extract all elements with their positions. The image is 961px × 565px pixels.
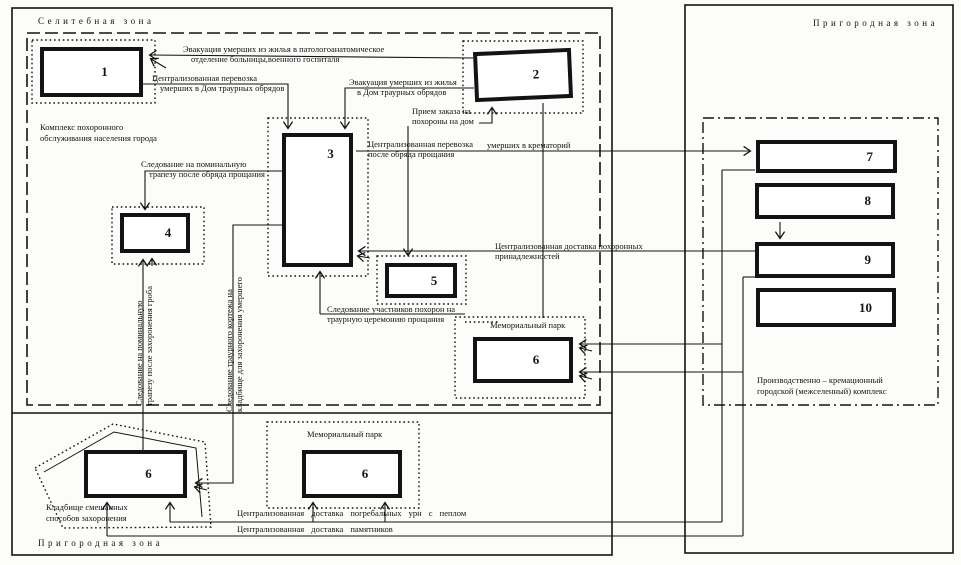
memorial-park-city-label: Мемориальный парк bbox=[490, 320, 566, 330]
box-3-house-of-rites bbox=[282, 133, 353, 267]
flow-evacuation-hospital: Эвакуация умерших из жилья в патологоанатомическое отделение больницы,военного госпиталя bbox=[183, 44, 385, 64]
flow-funeral-supplies: Централизованная доставка похоронных принадлежностей bbox=[495, 241, 643, 261]
box-6-memorial-park-suburban bbox=[302, 450, 402, 498]
flow-central-transport-house-of-rites: Централизованная перевозка умерших в Дом траурных обрядов bbox=[152, 73, 285, 93]
box-8-number: 8 bbox=[864, 193, 871, 208]
box-7-facility bbox=[756, 140, 897, 173]
zone-label-suburban-right: Пригородная зона bbox=[813, 18, 939, 28]
box-6-city-number: 6 bbox=[532, 352, 540, 367]
box-2-number: 2 bbox=[532, 66, 540, 82]
box-4-number: 4 bbox=[164, 225, 172, 240]
box-6-memorial-park-city bbox=[473, 337, 573, 383]
flow-order-at-home: Прием заказа на похороны на дом bbox=[412, 106, 474, 126]
box-10-number: 10 bbox=[859, 299, 872, 315]
flow-transport-crematorium: Централизованная перевозка после обряда прощания bbox=[368, 139, 473, 159]
memorial-park-suburban-label: Мемориальный парк bbox=[307, 429, 383, 439]
flow-procession-to-farewell: Следование участников похорон на траурную церемонию прощания bbox=[327, 304, 456, 324]
flow-transport-crematorium-right: умерших в крематорий bbox=[487, 140, 571, 150]
flow-monuments-delivery: Централизованная доставка памятников bbox=[237, 524, 393, 534]
box-5-number: 5 bbox=[430, 272, 438, 288]
box-5-facility bbox=[385, 263, 457, 298]
cemetery-label: Кладбище смешанных способов захоронения bbox=[46, 502, 128, 523]
box-1-number: 1 bbox=[101, 64, 108, 79]
zone-label-suburban-bottom: Пригородная зона bbox=[38, 538, 164, 548]
flow-cortege-to-cemetery: Следование траурного кортежа на кладбище для захоронения умершего bbox=[224, 276, 244, 412]
zone-label-residential: Селитебная зона bbox=[38, 16, 155, 26]
box-3-number: 3 bbox=[327, 146, 334, 161]
crematorium-complex-label: Производственно – кремационный городской (межселенный) комплекс bbox=[757, 375, 887, 396]
box-7-number: 7 bbox=[866, 148, 873, 164]
box-10-facility bbox=[756, 288, 896, 327]
box-9-number: 9 bbox=[864, 252, 871, 267]
box-4-facility bbox=[120, 213, 190, 253]
flow-urns-delivery: Централизованная доставка погребальных урн с пеплом bbox=[237, 508, 467, 518]
flow-memorial-meal-after-burial: Следование на поминальную трапезу после захоронения гроба bbox=[134, 286, 154, 406]
box-6-cemetery bbox=[84, 450, 187, 498]
box-8-facility bbox=[755, 183, 895, 219]
box-1-facility bbox=[40, 47, 143, 97]
box-6-cemetery-number: 6 bbox=[145, 466, 152, 481]
box-6-suburban-number: 6 bbox=[361, 466, 369, 481]
box-9-facility bbox=[755, 242, 895, 278]
complex-label: Комплекс похоронного обслуживания населения города bbox=[40, 122, 157, 143]
flow-memorial-meal-after-farewell: Следование на поминальную трапезу после обряда прощания bbox=[141, 159, 265, 179]
flow-evacuation-house-of-rites: Эвакуация умерших из жилья в Дом траурных обрядов bbox=[349, 77, 457, 97]
box-2-facility bbox=[473, 48, 573, 102]
